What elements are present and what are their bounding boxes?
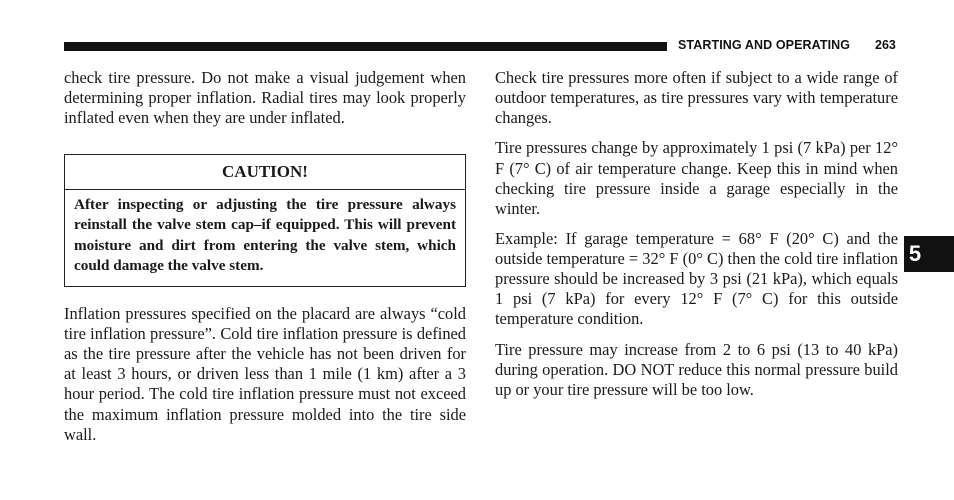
caution-body: After inspecting or adjusting the tire pressure always reinstall the valve stem cap–if equipped. This will prevent moisture and dirt from entering the valve stem, which could damage the valve stem. [74,196,456,274]
right-paragraph-2: Tire pressures change by approximately 1 psi (7 kPa) per 12° F (7° C) of air temperature change. Keep this in mind when checking tire pressure inside a garage especially in the winter. [495,138,898,218]
caution-box [64,154,466,287]
right-paragraph-3: Example: If garage temperature = 68° F (20° C) and the outside temperature = 32° F (0° C) then the cold tire inflation pressure should be increased by 3 psi (21 kPa), which equals 1 psi (7 kPa) for every 12° F (7° C) for this outside temperature condition. [495,229,898,329]
left-paragraph-1: check tire pressure. Do not make a visual judgement when determining proper inflation. Radial tires may look properly inflated even when they are under inflated. [64,68,466,128]
right-column [495,68,898,400]
caution-title: CAUTION! [65,155,465,190]
chapter-number: 5 [908,241,922,266]
section-title: STARTING AND OPERATING [678,38,851,52]
right-paragraph-1: Check tire pressures more often if subject to a wide range of outdoor temperatures, as tire pressures vary with temperature changes. [495,68,898,128]
header-rule [64,42,667,51]
left-column [64,68,466,445]
right-paragraph-4: Tire pressure may increase from 2 to 6 psi (13 to 40 kPa) during operation. DO NOT reduce this normal pressure build up or your tire pressure will be too low. [495,339,898,399]
chapter-tab [904,236,954,272]
page-number: 263 [875,38,896,52]
left-paragraph-2: Inflation pressures specified on the placard are always “cold tire inflation pressure”. Cold tire inflation pressure is defined as the tire pressure after the vehicle has not been driven for at least 3 hours, or driven less than 1 mile (1 km) after a 3 hour period. The cold tire inflation pressure must not exceed the maximum inflation pressure molded into the tire side wall. [64,304,466,444]
